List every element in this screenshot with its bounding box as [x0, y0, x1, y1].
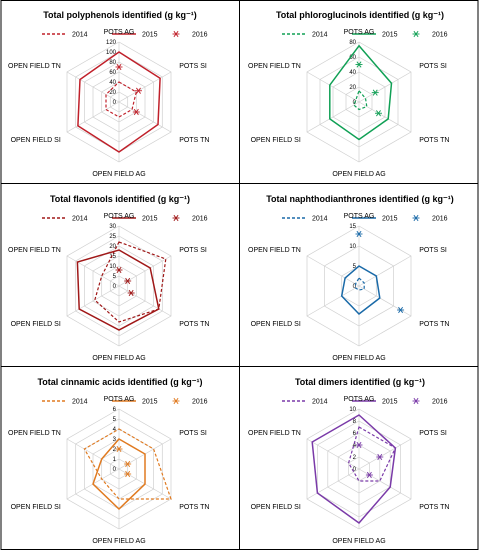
axis-label: POTS TN [419, 137, 450, 144]
legend-label-2015: 2015 [142, 398, 158, 406]
tick-label: 10 [349, 244, 356, 250]
tick-label: 0 [112, 467, 116, 473]
axis-label: OPEN FIELD TN [8, 430, 61, 437]
legend-label-2014: 2014 [72, 215, 88, 223]
axis-label: OPEN FIELD SI [10, 504, 61, 511]
axis-label: OPEN FIELD AG [332, 538, 386, 545]
tick-label: 1 [112, 457, 116, 463]
axis-label: POTS TN [419, 321, 450, 328]
axis-label: POTS SI [419, 430, 447, 437]
axis-label: POTS SI [419, 63, 447, 70]
axis-label: OPEN FIELD AG [92, 355, 146, 362]
legend-label-2014: 2014 [312, 215, 328, 223]
axis-label: OPEN FIELD TN [248, 247, 301, 254]
axis-label: OPEN FIELD TN [8, 63, 61, 70]
tick-label: 20 [109, 90, 116, 96]
panel-title: Total phloroglucinols identified (g kg⁻¹) [275, 10, 445, 20]
tick-label: 15 [349, 224, 356, 230]
legend-label-2014: 2014 [72, 31, 88, 39]
tick-label: 5 [112, 274, 116, 280]
legend-label-2014: 2014 [72, 398, 88, 406]
tick-label: 10 [349, 407, 356, 413]
axis-label: POTS AG [103, 29, 135, 36]
axis-label: POTS TN [179, 137, 210, 144]
tick-label: 0 [352, 100, 356, 106]
tick-label: 0 [352, 284, 356, 290]
tick-label: 30 [109, 224, 116, 230]
tick-label: 120 [105, 40, 116, 46]
tick-label: 2 [352, 455, 356, 461]
axis-label: POTS SI [179, 247, 207, 254]
axis-label: OPEN FIELD TN [248, 430, 301, 437]
tick-label: 2 [112, 447, 116, 453]
panel-title: Total polyphenols identified (g kg⁻¹) [43, 10, 197, 20]
tick-label: 15 [109, 254, 116, 260]
tick-label: 0 [112, 284, 116, 290]
tick-label: 20 [349, 85, 356, 91]
legend-label-2015: 2015 [382, 215, 398, 223]
legend-label-2016: 2016 [432, 398, 448, 406]
tick-label: 20 [109, 244, 116, 250]
legend-label-2016: 2016 [192, 31, 208, 39]
tick-label: 4 [112, 427, 116, 433]
axis-label: OPEN FIELD AG [92, 538, 146, 545]
legend-label-2014: 2014 [312, 31, 328, 39]
legend-label-2016: 2016 [192, 398, 208, 406]
tick-label: 0 [112, 100, 116, 106]
panel-title: Total flavonols identified (g kg⁻¹) [49, 194, 191, 204]
axis-label: POTS AG [343, 29, 375, 36]
axis-label: OPEN FIELD AG [332, 171, 386, 178]
axis-label: OPEN FIELD SI [10, 137, 61, 144]
tick-label: 40 [349, 70, 356, 76]
tick-label: 6 [352, 431, 356, 437]
panel-title: Total dimers identified (g kg⁻¹) [294, 377, 426, 387]
axis-label: POTS TN [419, 504, 450, 511]
tick-label: 0 [352, 467, 356, 473]
tick-label: 5 [352, 264, 356, 270]
legend-label-2015: 2015 [142, 215, 158, 223]
legend-label-2014: 2014 [312, 398, 328, 406]
axis-label: POTS TN [179, 321, 210, 328]
axis-label: OPEN FIELD AG [332, 355, 386, 362]
axis-label: POTS AG [343, 213, 375, 220]
tick-label: 80 [109, 60, 116, 66]
axis-label: POTS SI [179, 63, 207, 70]
tick-label: 5 [112, 417, 116, 423]
tick-label: 25 [109, 234, 116, 240]
tick-label: 40 [109, 80, 116, 86]
axis-label: OPEN FIELD SI [10, 321, 61, 328]
tick-label: 10 [109, 264, 116, 270]
axis-label: POTS SI [179, 430, 207, 437]
legend-label-2015: 2015 [382, 398, 398, 406]
axis-label: POTS TN [179, 504, 210, 511]
legend-label-2016: 2016 [192, 215, 208, 223]
legend-label-2016: 2016 [432, 31, 448, 39]
tick-label: 6 [112, 407, 116, 413]
axis-label: POTS AG [343, 396, 375, 403]
axis-label: OPEN FIELD AG [92, 171, 146, 178]
axis-label: OPEN FIELD SI [250, 504, 301, 511]
legend-label-2015: 2015 [382, 31, 398, 39]
axis-label: POTS SI [419, 247, 447, 254]
tick-label: 60 [349, 55, 356, 61]
tick-label: 100 [105, 50, 116, 56]
tick-label: 3 [112, 437, 116, 443]
panel-title: Total cinnamic acids identified (g kg⁻¹) [37, 377, 203, 387]
axis-label: POTS AG [103, 396, 135, 403]
tick-label: 8 [352, 419, 356, 425]
tick-label: 80 [349, 40, 356, 46]
panel-title: Total naphthodianthrones identified (g kg⁻¹) [266, 194, 454, 204]
legend-label-2015: 2015 [142, 31, 158, 39]
axis-label: OPEN FIELD TN [8, 247, 61, 254]
axis-label: OPEN FIELD SI [250, 321, 301, 328]
tick-label: 4 [352, 443, 356, 449]
axis-label: POTS AG [103, 213, 135, 220]
tick-label: 60 [109, 70, 116, 76]
axis-label: OPEN FIELD SI [250, 137, 301, 144]
legend-label-2016: 2016 [432, 215, 448, 223]
axis-label: OPEN FIELD TN [248, 63, 301, 70]
